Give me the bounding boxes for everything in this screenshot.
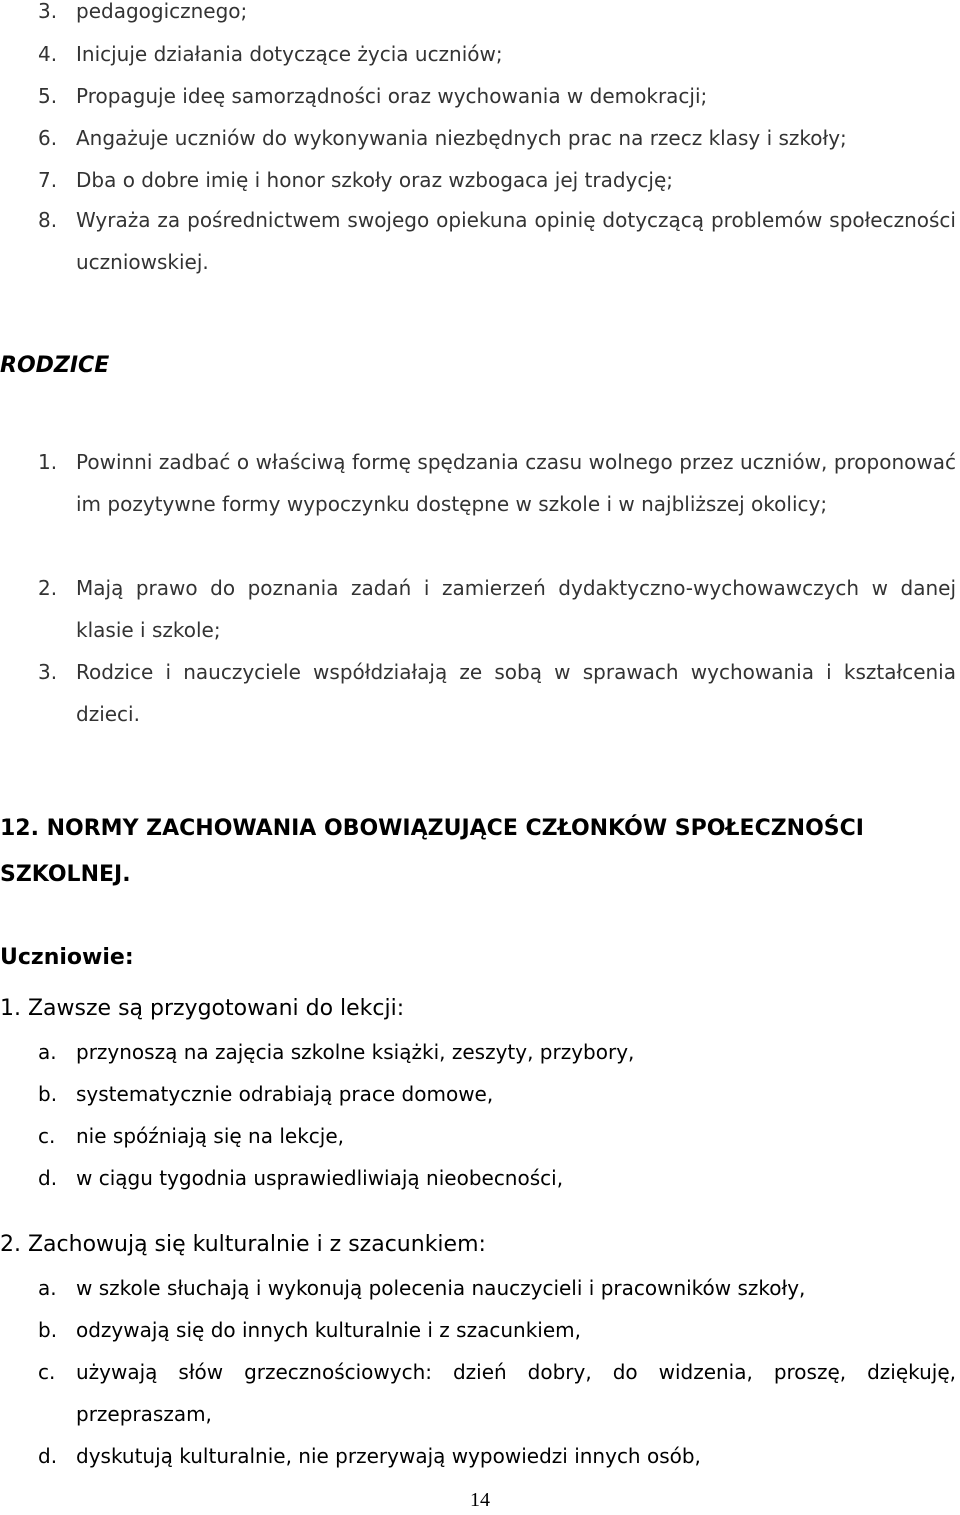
- group-heading: 2. Zachowują się kulturalnie i z szacunkiem:: [0, 1232, 486, 1257]
- item-text: dyskutują kulturalnie, nie przerywają wypowiedzi innych osób,: [76, 1444, 701, 1468]
- list-item: [38, 1073, 956, 1115]
- section-heading-rodzice: RODZICE: [0, 353, 110, 378]
- section-title: 12. NORMY ZACHOWANIA OBOWIĄZUJĄCE CZŁONKÓW SPOŁECZNOŚCI SZKOLNEJ.: [0, 816, 864, 887]
- item-number: 7.: [38, 168, 58, 192]
- item-text: Rodzice i nauczyciele współdziałają ze sobą w sprawach wychowania i kształcenia dzieci.: [76, 660, 956, 726]
- list-item: [38, 651, 956, 735]
- item-number: 2.: [38, 576, 58, 600]
- list-item: [38, 1157, 956, 1199]
- item-number: 3.: [38, 660, 58, 684]
- list-item: [38, 1351, 956, 1435]
- item-number: 8.: [38, 208, 58, 232]
- group-heading: 1. Zawsze są przygotowani do lekcji:: [0, 996, 405, 1021]
- item-text: w ciągu tygodnia usprawiedliwiają nieobecności,: [76, 1166, 564, 1190]
- item-text: Dba o dobre imię i honor szkoły oraz wzbogaca jej tradycję;: [76, 168, 673, 192]
- item-text: Powinni zadbać o właściwą formę spędzania czasu wolnego przez uczniów, proponować im pozytywne formy wypoczynku dostępne w szkole i w najbliższej okolicy;: [76, 450, 956, 516]
- list-item: [38, 159, 956, 201]
- item-text: Propaguje ideę samorządności oraz wychowania w demokracji;: [76, 84, 708, 108]
- item-number: 6.: [38, 126, 58, 150]
- list-item: [38, 441, 956, 525]
- list-item: [38, 567, 956, 651]
- item-letter: c.: [38, 1124, 56, 1148]
- item-number: 1.: [38, 450, 58, 474]
- item-text: Inicjuje działania dotyczące życia uczniów;: [76, 42, 503, 66]
- item-number: 3.: [38, 0, 58, 23]
- subsection-title: Uczniowie:: [0, 945, 134, 970]
- item-letter: a.: [38, 1276, 57, 1300]
- list-item: [38, 1267, 956, 1309]
- item-letter: c.: [38, 1360, 56, 1384]
- list-item: [38, 117, 956, 159]
- list-item: [38, 75, 956, 117]
- item-text: Mają prawo do poznania zadań i zamierzeń dydaktyczno-wychowawczych w danej klasie i szkole;: [76, 576, 956, 642]
- item-number: 4.: [38, 42, 58, 66]
- item-letter: b.: [38, 1318, 58, 1342]
- item-letter: d.: [38, 1166, 58, 1190]
- list-item: [38, 199, 956, 283]
- item-text: nie spóźniają się na lekcje,: [76, 1124, 344, 1148]
- item-text: odzywają się do innych kulturalnie i z szacunkiem,: [76, 1318, 581, 1342]
- item-text: Wyraża za pośrednictwem swojego opiekuna opinię dotyczącą problemów społeczności uczniowskiej.: [76, 208, 956, 274]
- list-item: [38, 33, 956, 75]
- item-text: Angażuje uczniów do wykonywania niezbędnych prac na rzecz klasy i szkoły;: [76, 126, 847, 150]
- item-letter: a.: [38, 1040, 57, 1064]
- page-number: 14: [470, 1489, 490, 1511]
- list-item: [38, 0, 956, 32]
- list-item: [38, 1435, 956, 1477]
- list-item: [38, 1309, 956, 1351]
- item-text: w szkole słuchają i wykonują polecenia nauczycieli i pracowników szkoły,: [76, 1276, 806, 1300]
- list-item: [38, 1115, 956, 1157]
- item-text: używają słów grzecznościowych: dzień dobry, do widzenia, proszę, dziękuję, przepraszam,: [76, 1360, 956, 1426]
- item-text: przynoszą na zajęcia szkolne książki, zeszyty, przybory,: [76, 1040, 635, 1064]
- item-text: pedagogicznego;: [76, 0, 248, 23]
- item-text: systematycznie odrabiają prace domowe,: [76, 1082, 494, 1106]
- item-letter: b.: [38, 1082, 58, 1106]
- item-letter: d.: [38, 1444, 58, 1468]
- item-number: 5.: [38, 84, 58, 108]
- list-item: [38, 1031, 956, 1073]
